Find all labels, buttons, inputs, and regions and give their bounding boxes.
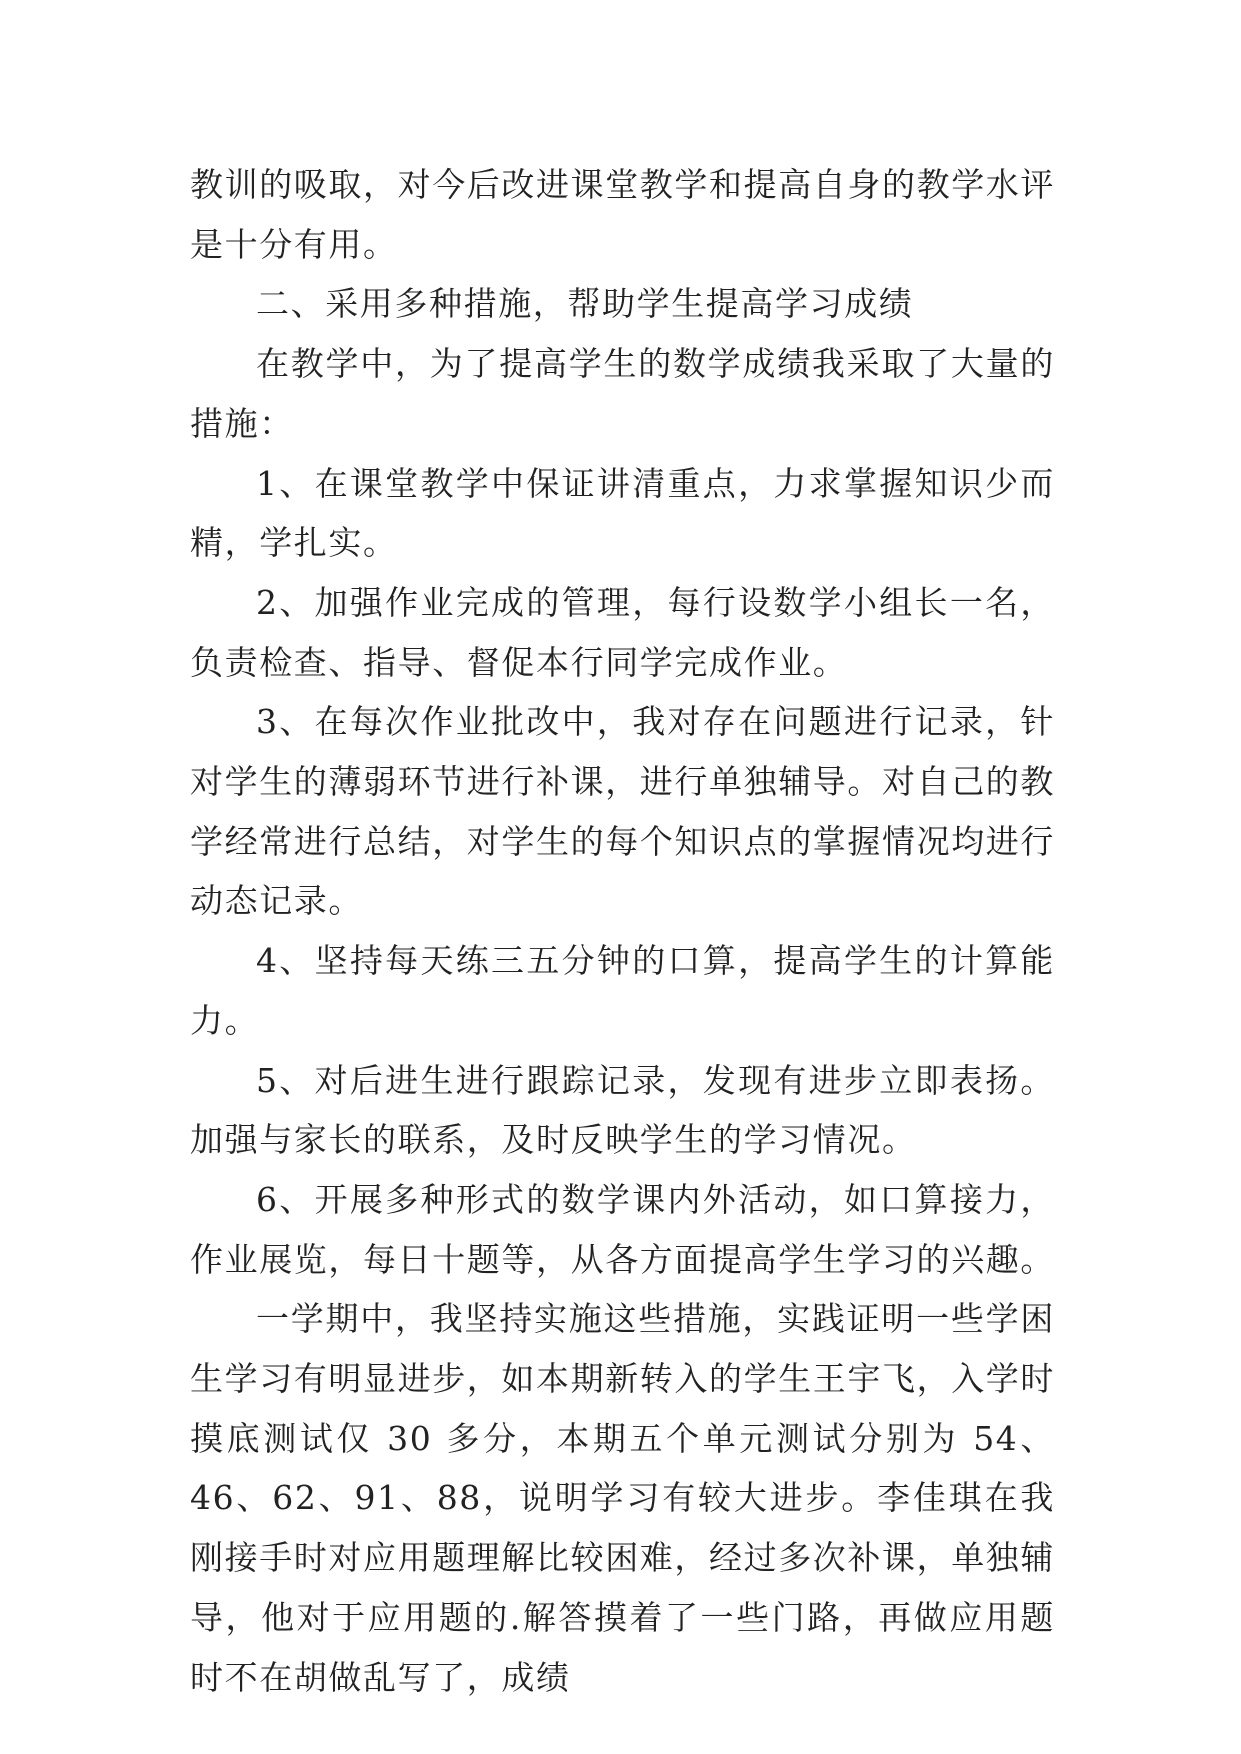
list-item-2: 2、加强作业完成的管理，每行设数学小组长一名，负责检查、指导、督促本行同学完成作业。 [190, 582, 1055, 682]
list-item-5: 5、对后进生进行跟踪记录，发现有进步立即表扬。加强与家长的联系，及时反映学生的学习情况。 [190, 1060, 1055, 1160]
paragraph-summary: 一学期中，我坚持实施这些措施，实践证明一些学困生学习有明显进步，如本期新转入的学生王宇飞，入学时摸底测试仅 30 多分，本期五个单元测试分别为 54、46、62、91、88，说明学习有较大进步。李佳琪在我刚接手时对应用题理解比较困难，经过多次补课，单独辅导，他对于应用题的.解答摸着了一些门路，再做应用题时不在胡做乱写了，成绩 [190, 1299, 1055, 1697]
list-item-1: 1、在课堂教学中保证讲清重点，力求掌握知识少而精，学扎实。 [190, 463, 1055, 563]
paragraph-intro: 在教学中，为了提高学生的数学成绩我采取了大量的措施： [190, 344, 1055, 443]
list-item-6: 6、开展多种形式的数学课内外活动，如口算接力，作业展览，每日十题等，从各方面提高学生学习的兴趣。 [190, 1179, 1055, 1279]
document-body [190, 155, 1055, 1707]
paragraph-continuation: 教训的吸取，对今后改进课堂教学和提高自身的教学水评是十分有用。 [190, 165, 1055, 264]
list-item-3: 3、在每次作业批改中，我对存在问题进行记录，针对学生的薄弱环节进行补课，进行单独辅导。对自己的教学经常进行总结，对学生的每个知识点的掌握情况均进行动态记录。 [190, 702, 1055, 921]
section-heading: 二、采用多种措施，帮助学生提高学习成绩 [256, 284, 914, 324]
list-item-4: 4、坚持每天练三五分钟的口算，提高学生的计算能力。 [190, 941, 1055, 1040]
